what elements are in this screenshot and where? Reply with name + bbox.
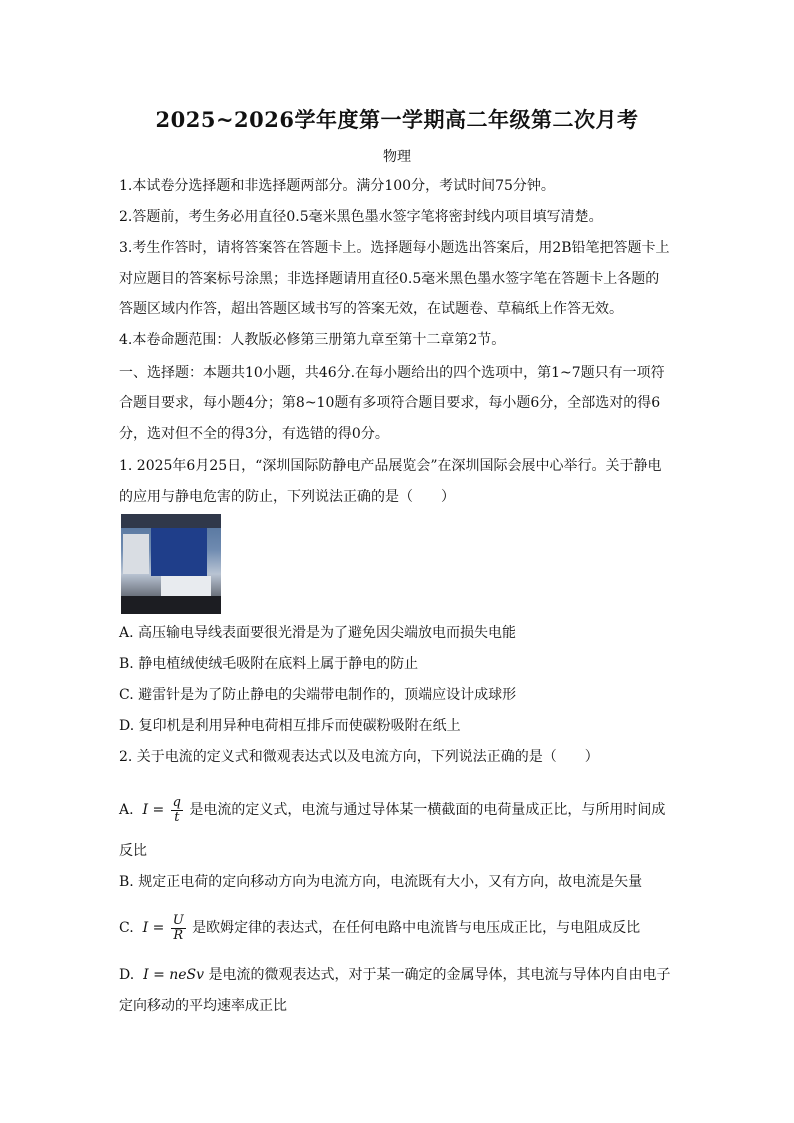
q2-a-fraction — [171, 796, 183, 825]
q2-option-d-label: D. — [119, 967, 135, 983]
q1-option-a: A. 高压输电导线表面要很光滑是为了避免因尖端放电而损失电能 — [119, 625, 517, 641]
q1-option-d: D. 复印机是利用异种电荷相互排斥而使碳粉吸附在纸上 — [119, 718, 461, 734]
q2-stem: 2. 关于电流的定义式和微观表达式以及电流方向，下列说法正确的是（ ） — [119, 749, 599, 765]
q2-option-d-cont: 定向移动的平均速率成正比 — [119, 998, 287, 1014]
section-heading-cont-2: 分，选对但不全的得3分，有选错的得0分。 — [119, 426, 389, 442]
q2-option-c: C. I = $\frac{U}{R}$ 是欧姆定律的表达式，在任何电路中电流皆与电压成正比，与电阻成反比 — [119, 912, 641, 943]
q2-option-c-label: C. — [119, 920, 134, 936]
q2-option-a-cont: 反比 — [119, 843, 147, 859]
q2-a-numerator: q — [172, 794, 181, 810]
q1-stem: 1. 2025年6月25日，“深圳国际防静电产品展览会”在深圳国际会展中心举行。关于静电 — [119, 458, 662, 474]
q2-a-denominator: t — [174, 809, 180, 825]
instruction-3-cont-2: 答题区域内作答，超出答题区域书写的答案无效，在试题卷、草稿纸上作答无效。 — [119, 301, 623, 317]
instruction-2: 2.答题前，考生务必用直径0.5毫米黑色墨水签字笔将密封线内项目填写清楚。 — [119, 209, 603, 225]
q2-option-c-text: 是欧姆定律的表达式，在任何电路中电流皆与电压成正比，与电阻成反比 — [192, 920, 641, 936]
q2-option-b: B. 规定正电荷的定向移动方向为电流方向，电流既有大小，又有方向，故电流是矢量 — [119, 874, 643, 890]
q1-option-b: B. 静电植绒使绒毛吸附在底料上属于静电的防止 — [119, 656, 419, 672]
q2-c-numerator: U — [172, 912, 184, 928]
subject-label: 物理 — [383, 149, 411, 165]
q2-option-a: A. I = $\frac{q}{t}$ 是电流的定义式，电流与通过导体某一横截面的电荷量成正比，与所用时间成 — [119, 794, 666, 825]
q2-option-a-text: 是电流的定义式，电流与通过导体某一横截面的电荷量成正比，与所用时间成 — [189, 802, 666, 818]
instruction-1: 1.本试卷分选择题和非选择题两部分。满分100分，考试时间75分钟。 — [119, 178, 555, 194]
q1-stem-cont: 的应用与静电危害的防止，下列说法正确的是（ ） — [119, 489, 455, 505]
q2-c-denominator: R — [173, 927, 184, 943]
section-heading-cont-1: 合题目要求，每小题4分；第8~10题有多项符合题目要求，每小题6分，全部选对的得6 — [119, 395, 661, 411]
q1-option-c: C. 避雷针是为了防止静电的尖端带电制作的，顶端应设计成球形 — [119, 687, 517, 703]
exhibition-photo — [121, 514, 221, 614]
instruction-3: 3.考生作答时，请将答案答在答题卡上。选择题每小题选出答案后，用2B铅笔把答题卡上 — [119, 240, 670, 256]
q2-option-d-text: 是电流的微观表达式，对于某一确定的金属导体，其电流与导体内自由电子 — [208, 967, 671, 983]
q2-d-formula: I = neSv — [143, 967, 205, 983]
instruction-3-cont-1: 对应题目的答案标号涂黑；非选择题请用直径0.5毫米黑色墨水签字笔在答题卡上各题的 — [119, 271, 660, 287]
q2-c-fraction — [171, 914, 186, 943]
q2-a-formula-lhs: I — [142, 802, 148, 818]
exam-title: 2025~2026学年度第一学期高二年级第二次月考 — [155, 107, 639, 132]
q2-c-formula-lhs: I — [142, 920, 149, 936]
instruction-4: 4.本卷命题范围：人教版必修第三册第九章至第十二章第2节。 — [119, 332, 506, 348]
q2-option-a-label: A. — [119, 802, 134, 818]
section-heading: 一、选择题：本题共10小题，共46分.在每小题给出的四个选项中，第1~7题只有一项符 — [119, 365, 665, 381]
q2-option-d — [119, 966, 671, 984]
